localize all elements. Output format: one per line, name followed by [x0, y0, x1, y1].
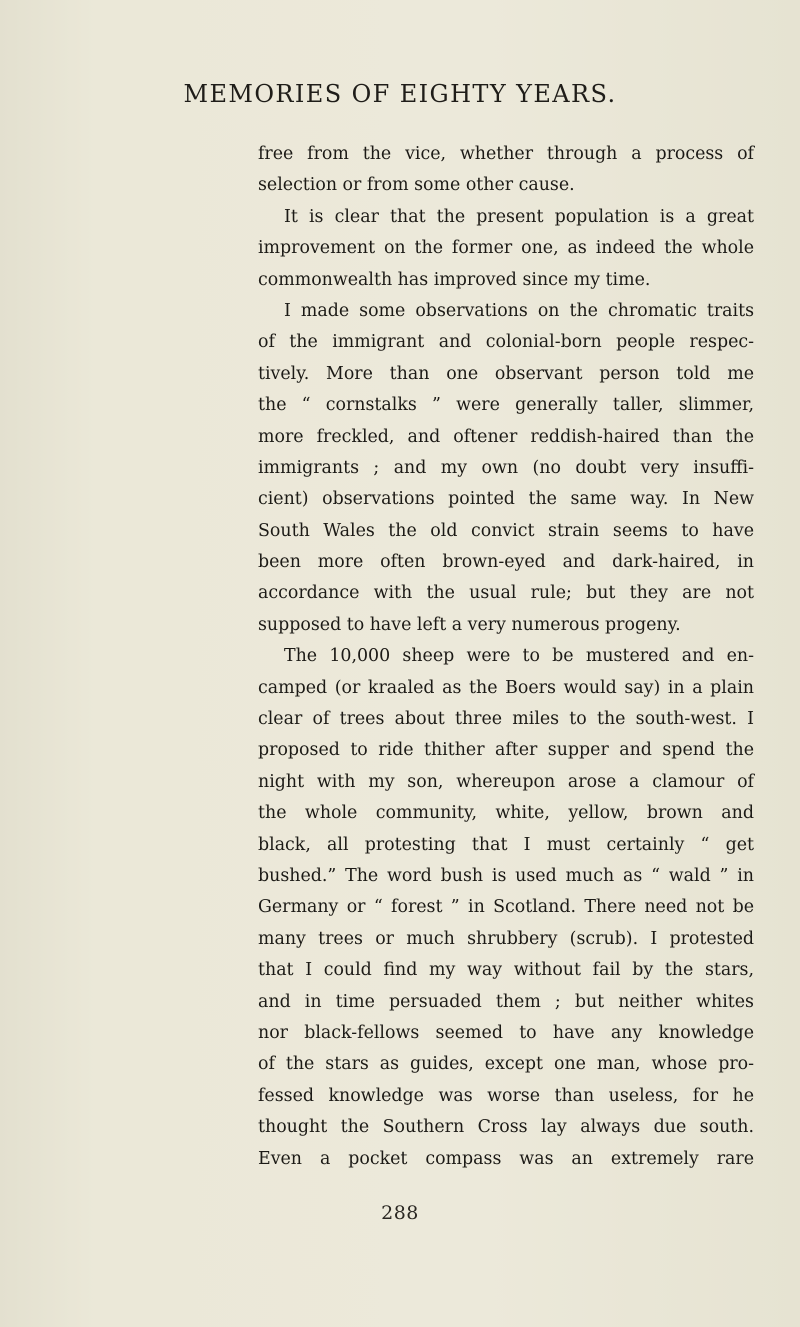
text-line: nor black-fellows seemed to have any knowledge [258, 1022, 754, 1043]
text-line: many trees or much shrubbery (scrub). I protested [258, 928, 754, 949]
text-line: tively. More than one observant person told me [258, 363, 754, 384]
text-line: I made some observations on the chromatic traits [284, 300, 754, 321]
text-line: commonwealth has improved since my time. [258, 269, 651, 290]
text-line: the whole community, white, yellow, brown and [258, 803, 754, 824]
text-line: The 10,000 sheep were to be mustered and en- [284, 646, 754, 667]
text-line: bushed.” The word bush is used much as “ wald ” in [258, 865, 754, 886]
text-line: cient) observations pointed the same way. In New [258, 489, 754, 510]
text-line: of the stars as guides, except one man, whose pro- [258, 1054, 754, 1075]
text-line: Even a pocket compass was an extremely rare [258, 1148, 754, 1169]
body-text [258, 139, 754, 1175]
text-line: more freckled, and oftener reddish-haired than the [258, 426, 754, 447]
text-line: supposed to have left a very numerous progeny. [258, 614, 681, 635]
text-line: clear of trees about three miles to the south-west. I [258, 709, 754, 730]
text-line: fessed knowledge was worse than useless, for he [258, 1085, 754, 1106]
text-line: and in time persuaded them ; but neither whites [258, 991, 754, 1012]
text-line: South Wales the old convict strain seems to have [258, 520, 754, 541]
text-line: free from the vice, whether through a process of [258, 144, 754, 164]
text-line: accordance with the usual rule; but they are not [258, 583, 754, 604]
text-line: immigrants ; and my own (no doubt very insuffi- [258, 457, 754, 478]
text-line: camped (or kraaled as the Boers would say) in a plain [258, 677, 754, 698]
text-line: thought the Southern Cross lay always due south. [258, 1117, 754, 1138]
text-line: proposed to ride thither after supper and spend the [258, 740, 754, 761]
text-line: that I could find my way without fail by the stars, [258, 960, 754, 981]
text-line: of the immigrant and colonial-born people respec- [258, 332, 754, 353]
running-head-title: MEMORIES OF EIGHTY YEARS. [183, 80, 617, 108]
text-line: night with my son, whereupon arose a clamour of [258, 771, 754, 792]
text-line: the “ cornstalks ” were generally taller, slimmer, [258, 395, 754, 416]
text-line: Germany or “ forest ” in Scotland. There need not be [258, 897, 754, 918]
text-line: improvement on the former one, as indeed the whole [258, 238, 754, 259]
text-line: been more often brown-eyed and dark-haired, in [258, 552, 754, 573]
text-line: black, all protesting that I must certainly “ get [258, 834, 754, 855]
text-line: It is clear that the present population is a great [284, 206, 754, 227]
text-line: selection or from some other cause. [258, 175, 575, 196]
page-number: 288 [381, 1202, 419, 1224]
